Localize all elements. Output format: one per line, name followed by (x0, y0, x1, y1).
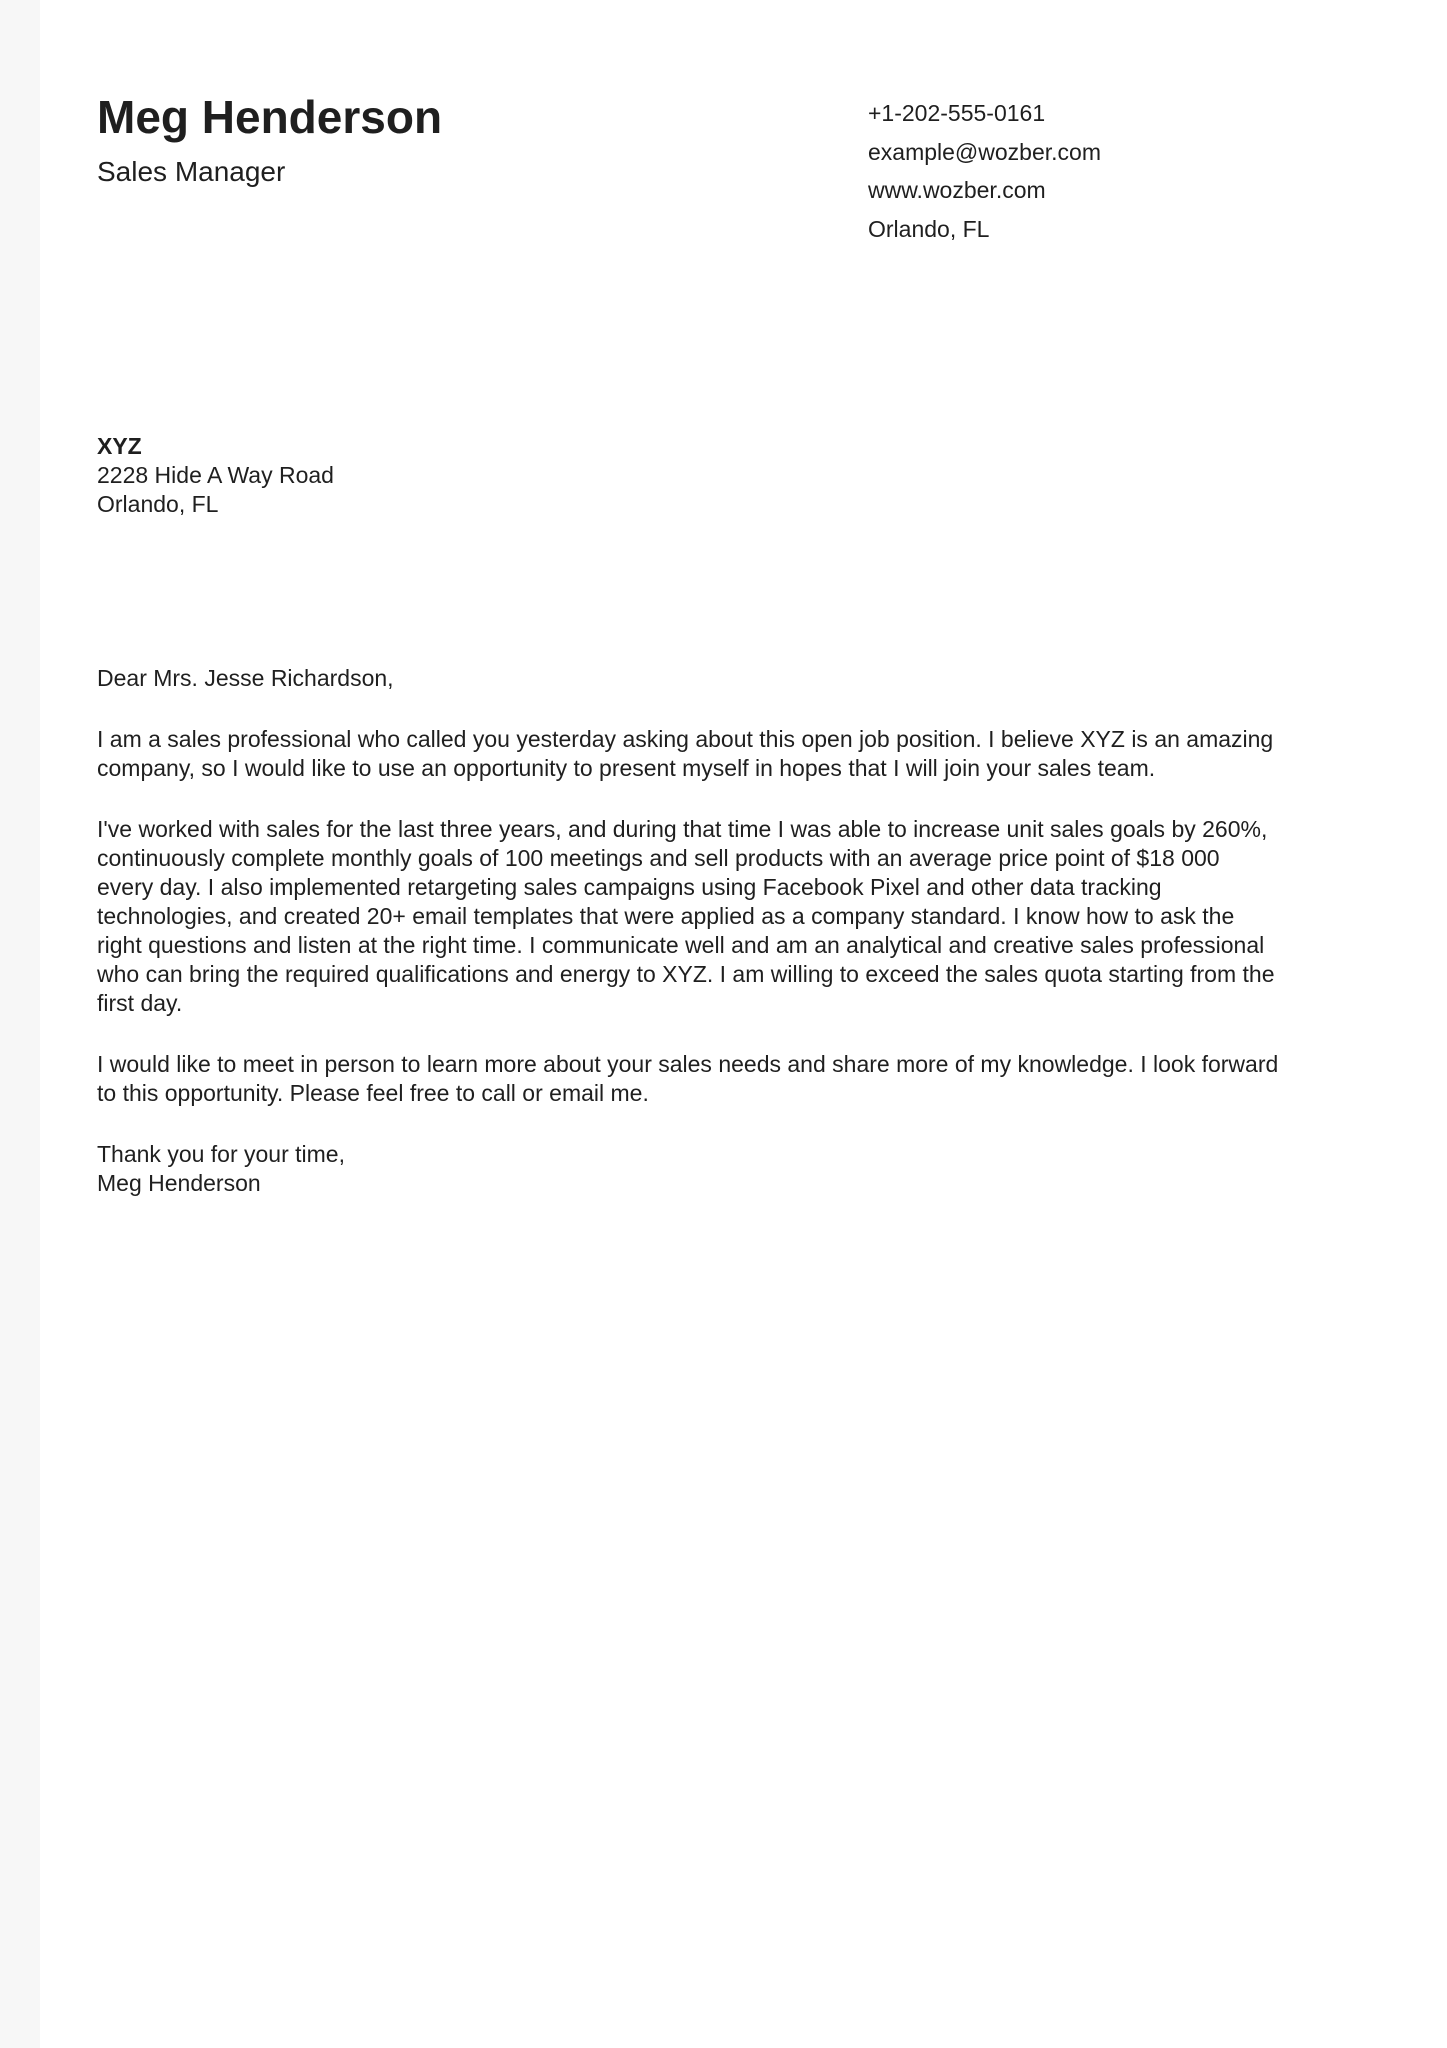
paragraph-line: I would like to meet in person to learn more about your sales needs and share more of my knowledge. I look forward (97, 1051, 1279, 1077)
contact-email: example@wozber.com (868, 138, 1101, 165)
contact-website: www.wozber.com (868, 177, 1046, 203)
contact-block (868, 94, 1101, 248)
paragraph-line: technologies, and created 20+ email templates that were applied as a company standard. I know how to ask the (97, 903, 1235, 929)
letter-paragraph-2 (97, 815, 1297, 1018)
letter-paragraph-3 (97, 1050, 1297, 1108)
paragraph-line: first day. (97, 990, 183, 1016)
letter-signature: Meg Henderson (97, 1170, 261, 1196)
paragraph-line: continuously complete monthly goals of 100 meetings and sell products with an average price point of $18 000 (97, 845, 1220, 871)
recipient-address: 2228 Hide A Way Road (97, 462, 334, 488)
letter-closing: Thank you for your time, (97, 1141, 345, 1167)
letter-paragraph-1 (97, 725, 1297, 783)
contact-location: Orlando, FL (868, 215, 990, 242)
letter-body (97, 664, 1297, 1198)
letter-closing-block (97, 1140, 1297, 1198)
letter-greeting: Dear Mrs. Jesse Richardson, (97, 665, 394, 691)
applicant-name: Meg Henderson (97, 91, 443, 143)
cover-letter-page (40, 0, 1447, 2048)
recipient-company: XYZ (97, 433, 142, 459)
paragraph-line: to this opportunity. Please feel free to call or email me. (97, 1080, 649, 1106)
contact-phone: +1-202-555-0161 (868, 100, 1046, 126)
paragraph-line: company, so I would like to use an opportunity to present myself in hopes that I will join your sales team. (97, 755, 1156, 781)
paragraph-line: every day. I also implemented retargeting sales campaigns using Facebook Pixel and other data tracking (97, 874, 1162, 900)
paragraph-line: who can bring the required qualifications and energy to XYZ. I am willing to exceed the sales quota starting from the (97, 961, 1275, 987)
paragraph-line: I am a sales professional who called you yesterday asking about this open job position. I believe XYZ is an amazing (97, 726, 1274, 752)
applicant-title: Sales Manager (97, 156, 286, 187)
paragraph-line: I've worked with sales for the last three years, and during that time I was able to increase unit sales goals by 260%, (97, 816, 1268, 842)
recipient-city: Orlando, FL (97, 491, 219, 517)
paragraph-line: right questions and listen at the right time. I communicate well and am an analytical and creative sales professional (97, 932, 1265, 958)
recipient-block (97, 432, 334, 519)
